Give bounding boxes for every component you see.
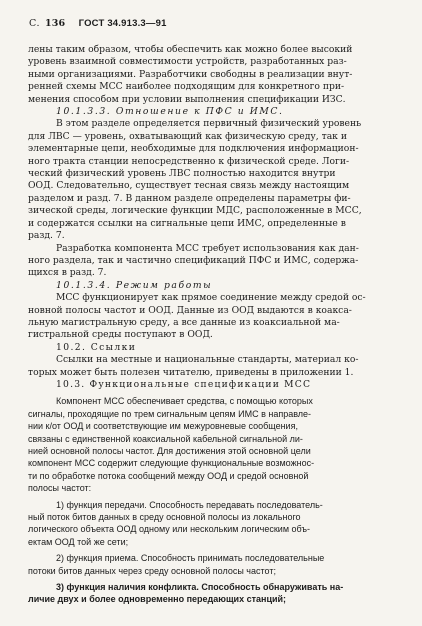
text-line: Ссылки на местные и национальные стандарты, материал ко-: [56, 354, 359, 366]
text-line: логического объекта ООД одному или нескольким логическим объ-: [28, 524, 310, 535]
text-line: для ЛВС — уровень, охватывающий как физическую среду, так и: [28, 130, 347, 142]
paragraph-relation: [28, 118, 396, 242]
text-line: сигналы, проходящие по трем сигнальным цепям ИМС в направле-: [28, 408, 312, 419]
text-line: зической среды, логические функции МДС, расположенные в МСС,: [28, 205, 362, 217]
text-line: В этом разделе определяется первичный физический уровень: [56, 118, 362, 130]
text-line: 1) функция передачи. Способность передавать последователь-: [56, 499, 323, 510]
text-line: и содержатся ссылки на сигнальные цепи ИМС, определенные в: [28, 217, 346, 229]
list-item-collision: [28, 581, 396, 606]
text-line: разделом и разд. 7. В данном разделе определены параметры фи-: [28, 192, 351, 204]
section-heading-10-3: [28, 379, 396, 391]
text-line: ренней схемы МСС наиболее подходящим для конкретного при-: [28, 81, 345, 93]
paragraph-functional: [28, 395, 396, 494]
text-line: ООД. Следовательно, существует тесная связь между настоящим: [28, 180, 350, 192]
section-heading-10-2: [28, 342, 396, 354]
text-line: Разработка компонента МСС требует использования как дан-: [56, 242, 359, 254]
text-line: МСС функционирует как прямое соединение между средой ос-: [56, 292, 366, 304]
document-body: [28, 44, 396, 606]
text-line: компонент МСС содержит следующие функциональные возможнос-: [28, 458, 315, 469]
text-line: связаны с единственной коаксиальной кабельной сигнальной ли-: [28, 433, 303, 444]
text-line: полосы частот:: [28, 483, 92, 494]
text-line: разд. 7.: [28, 230, 65, 242]
section-heading: 10.2. Ссылки: [56, 341, 137, 353]
text-line: ными организациями. Разработчики свободны в реализации внут-: [28, 68, 353, 80]
section-heading: 10.1.3.3. Отношение к ПФС и ИМС.: [56, 106, 284, 118]
text-line: Компонент МСС обеспечивает средства, с помощью которых: [56, 396, 313, 407]
text-line: 3) функция наличия конфликта. Способность обнаруживать на-: [56, 582, 344, 593]
text-line: щихся в разд. 7.: [28, 267, 107, 279]
paragraph-references: [28, 354, 396, 379]
page-header: [29, 18, 167, 29]
text-line: ти по обработке потока сообщений между ООД и средой основной: [28, 470, 309, 481]
page-number: 136: [44, 18, 66, 29]
text-line: нии к/от ООД и соответствующие им межуровневые сообщения,: [28, 421, 298, 432]
paragraph-intro: [28, 44, 396, 106]
text-line: лены таким образом, чтобы обеспечить как можно более высокий: [28, 44, 353, 55]
section-heading: 10.1.3.4. Режим работы: [56, 279, 213, 291]
text-line: менения способом при условии выполнения спецификации ИЗС.: [28, 93, 346, 105]
text-line: ного раздела, так и частично спецификаций ПФС и ИМС, содержа-: [28, 254, 359, 266]
standard-designation: ГОСТ 34.913.3—91: [78, 18, 167, 29]
text-line: ного тракта станции непосредственно к физической среде. Логи-: [28, 155, 350, 167]
text-line: потоки битов данных через среду основной полосы частот;: [28, 565, 276, 576]
list-item-receive: [28, 552, 396, 577]
paragraph-development: [28, 243, 396, 280]
text-line: ческий физический уровень ЛВС полностью находится внутри: [28, 168, 336, 180]
section-heading: 10.3. Функциональные спецификации МСС: [56, 378, 312, 390]
text-line: торых может быть полезен читателю, приведены в приложении 1.: [28, 366, 354, 378]
page-prefix: С.: [29, 18, 40, 29]
text-line: элементарные цепи, необходимые для подключения информацион-: [28, 143, 359, 155]
text-line: ный поток битов данных в среду основной полосы из локального: [28, 512, 301, 523]
text-line: уровень взаимной совместимости устройств, разработанных раз-: [28, 56, 347, 68]
section-heading-10-1-3-4: [28, 280, 396, 292]
text-line: 2) функция приема. Способность принимать последовательные: [56, 553, 325, 564]
text-line: новной полосы частот и ООД. Данные из ООД выдаются в коакса-: [28, 304, 352, 316]
text-line: личие двух и более одновременно передающих станций;: [28, 594, 287, 605]
section-heading-10-1-3-3: [28, 106, 396, 118]
text-line: льную магистральную среду, а все данные из коаксиальной ма-: [28, 316, 340, 328]
text-line: гистральной среды поступают в ООД.: [28, 329, 213, 341]
paragraph-mode: [28, 292, 396, 342]
list-item-transmit: [28, 499, 396, 549]
text-line: ектам ООД той же сети;: [28, 536, 129, 547]
text-line: нией основной полосы частот. Для достижения этой основной цели: [28, 446, 311, 456]
